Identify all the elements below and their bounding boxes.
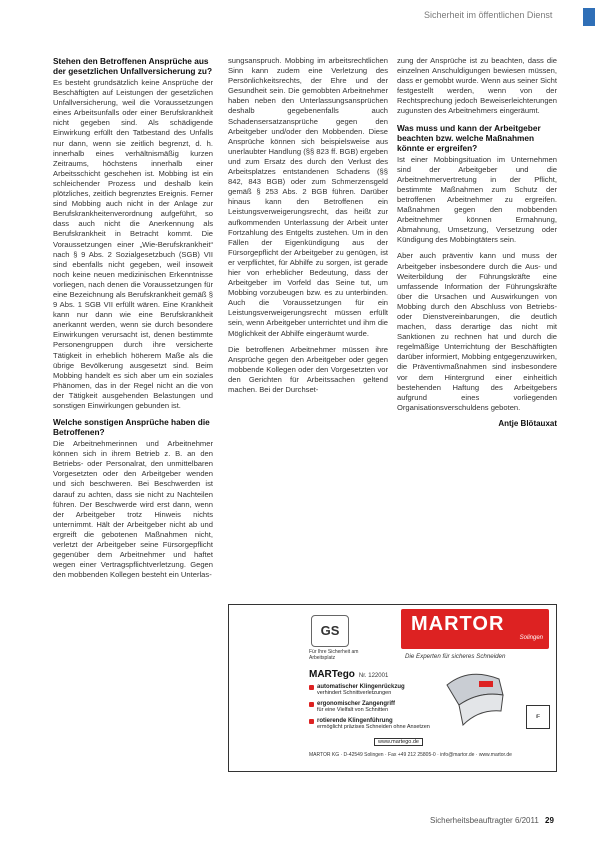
feature-item: rotierende Klingenführung ermöglicht präzises Schneiden ohne Ansetzen bbox=[309, 718, 439, 731]
ad-contact-line: MARTOR KG · D-42549 Solingen · Fax +49 212 25805-0 · info@martor.de · www.martor.de bbox=[309, 752, 512, 758]
paragraph: Ist einer Mobbingsituation im Unternehmen sind der Arbeitgeber und die Arbeitnehmervertretung in der Pflicht, bestimmte Maßnahmen zum Schutz der betroffenen Arbeitnehmer zu ergreifen. Maßnahmen gegen den mobbenden Arbeitnehmer können Ermahnung, Abmahnung, Umsetzung, Versetzung oder Kündigung des Mobbingtäters sein. bbox=[397, 154, 557, 245]
product-number: Nr. 122001 bbox=[358, 673, 389, 679]
page-footer bbox=[430, 816, 554, 825]
gs-logo: GS bbox=[311, 615, 349, 647]
heading-employer-measures: Was muss und kann der Arbeitgeber beachten bzw. welche Maßnahmen könnte er ergreifen? bbox=[397, 122, 541, 153]
heading-other-claims: Welche sonstigen Ansprüche haben die Betroffenen? bbox=[53, 417, 210, 438]
paragraph: Aber auch präventiv kann und muss der Arbeitgeber insbesondere durch die Aus- und Weiterbildung der Führungskräfte eine umfassende Information der Führungskräfte über die Ursachen und Auswirkungen von Mobbing durch den Abschluss von Betriebs- oder Dienstvereinbarungen, die deutlich machen, dass derartige das nicht mit Sanktionen zu rechnen hat und durch die regelmäßige Unterrichtung der Beschäftigten darüber informiert, Mobbing entgegenzuwirken, die Präventivmaßnahmen sind insbesondere vor dem Hintergrund einer einheitlich bestehenden Haftung des Arbeitgebers aufgrund eines vorliegenden Organisationsverschuldens geboten. bbox=[397, 251, 557, 412]
paragraph: sungsanspruch. Mobbing im arbeitsrechtlichen Sinn kann zudem eine Verletzung des Persönlichkeitsrechts, der Ehre und der Gesundheit sein. Die gemobbten Arbeitnehmer haben neben den Unterlassungsansprüchen deshalb gegebenenfalls auch Schadensersatzansprüche gegen den Arbeitgeber und/oder den Mobbenden. Diese Ansprüche können sich beispielsweise aus unerlaubter Handlung (§§ 823 ff. BGB) ergeben und zum Ersatz des durch den Verlust des Arbeitsplatzes entstandenen Schadens (§§ 842, 843 BGB) oder zum Schmerzensgeld gemäß § 253 Abs. 2 BGB führen. Darüber hinaus kann den Betroffenen ein Leistungsverweigerungsrecht, das heißt zur aufkommenden Unterlassung der Arbeit unter Fortzahlung des Entgelts zustehen. Um in den Fällen der Eigenkündigung aus der Fürsorgepflicht der Arbeitgeber zu genügen, ist er verpflichtet, für Abhilfe zu sorgen, ist gerade hier von erheblicher Bedeutung, dass der Arbeitgeber im Vorfeld das Seine tut, um Mobbing vorzubeugen bzw. es zu unterbinden. Auch die Voraussetzungen für ein Leistungsverweigerungsrecht müssen erfüllt sein, wenn Arbeitgeber unterrichtet und ihm die Möglichkeit der Abhilfe eingeräumt wurde. bbox=[228, 56, 388, 338]
bullet-icon bbox=[309, 719, 314, 724]
paragraph: zung der Ansprüche ist zu beachten, dass die einzelnen Anschuldigungen bewiesen müssen, dass er gemobbt wurde. Wenn aus seiner Sicht festgestellt werden, wenn von der Rechtsprechung jedoch Beweiserleichterungen zugunsten des Arbeitnehmers eingeräumt. bbox=[397, 56, 557, 116]
column-2 bbox=[228, 56, 388, 401]
if-award-badge: iF bbox=[526, 705, 550, 729]
journal-issue: Sicherheitsbeauftragter 6/2011 bbox=[430, 816, 539, 825]
feature-item: ergonomischer Zangengriff für eine Vielfalt von Schnitten bbox=[309, 701, 439, 714]
bullet-icon bbox=[309, 702, 314, 707]
advertisement[interactable] bbox=[228, 604, 557, 772]
website-link[interactable]: www.martego.de bbox=[374, 738, 423, 746]
brand-name: MARTOR bbox=[411, 613, 505, 635]
paragraph: Es besteht grundsätzlich keine Ansprüche der Beschäftigten auf Leistungen der gesetzlichen Unfallversicherung, weil die Voraussetzungen eines Arbeitsunfalls oder einer Berufskrankheit nicht gegeben sind. Als schädigende Einwirkung erfüllt den Tatbestand des Unfalls nur dann, wenn sie zeitlich begrenzt, d. h. innerhalb eines verhältnismäßig kurzen Zeitraums, höchstens innerhalb einer Arbeitsschicht geschehen ist. Mobbing ist ein schleichender Prozess und deshalb kein plötzliches, zeitlich begrenztes Ereignis. Ferner sind Mobbing auch nicht in der Anlage zur Berufskrankheitenverordnung aufgeführt, so dass auch nicht die Anerkennung als Berufskrankheit in Betracht kommt. Die Voraussetzungen einer „Wie-Berufskrankheit“ nach § 9 Abs. 2 Sozialgesetzbuch (SGB) VII sind ebenfalls nicht gegeben, weil insoweit noch keine neuen medizinischen Erkenntnisse vorliegen, nach denen die Voraussetzungen für eine Bezeichnung als Berufskrankheit gemäß § 9 Abs. 1 SGB VII erfüllt wären. Eine Krankheit kann nur dann wie eine Berufskrankheit anerkannt werden, wenn sie durch besondere Einwirkungen verursacht ist, denen bestimmte Personengruppen durch ihre versicherte Tätigkeit in erheblich höherem Maße als die übrige Bevölkerung ausgesetzt sind. Beim Mobbing handelt es sich aber um ein soziales Phänomen, das in der Regel nicht an die von der Tätigkeit ausgehenden Belastungen und sonstigen Einwirkungen gebunden ist. bbox=[53, 78, 213, 410]
bullet-icon bbox=[309, 685, 314, 690]
product-info bbox=[309, 669, 439, 730]
column-3 bbox=[397, 56, 557, 429]
paragraph: Die Arbeitnehmerinnen und Arbeitnehmer können sich in ihrem Betrieb z. B. an den Betriebs- oder Personalrat, den unmittelbaren Vorgesetzten oder den Arbeitgeber wenden und sich beschweren. Bei Beschwerden ist darauf zu achten, dass sie nicht zu Nachteilen führen. Der Beschwerde wird erst dann, wenn der Arbeitgeber trotz Hinweis nichts unternimmt. Hält der Arbeitgeber nicht ab und ergreift die gebotenen Maßnahmen nicht, verletzt der Arbeitgeber seine Fürsorgepflicht gegenüber dem Arbeitnehmer und haftet wegen einer Vertragspflichtverletzung. Gegen den mobbenden Kollegen besteht ein Unterlas- bbox=[53, 439, 213, 580]
product-title bbox=[309, 669, 439, 680]
author: Antje Blötauxat bbox=[498, 418, 557, 428]
brand-tagline: Die Experten für sicheres Schneiden bbox=[405, 653, 506, 660]
brand-city: Solingen bbox=[519, 635, 543, 641]
page-number: 29 bbox=[545, 816, 554, 825]
section-title: Sicherheit im öffentlichen Dienst bbox=[424, 10, 553, 20]
heading-accident-insurance: Stehen den Betroffenen Ansprüche aus der gesetzlichen Unfallversicherung zu? bbox=[53, 56, 213, 76]
feature-item: automatischer Klingenrückzug verhindert Schnittverletzungen bbox=[309, 684, 439, 697]
cutter-product-image bbox=[439, 665, 509, 745]
paragraph: Die betroffenen Arbeitnehmer müssen ihre Ansprüche gegen den Arbeitgeber oder gegen mobbende Kollegen oder den Vorgesetzten vor den Gerichten für Arbeitssachen geltend machen. Bei der Durchset- bbox=[228, 344, 388, 394]
gs-certification bbox=[309, 615, 381, 665]
gs-caption: Für Ihre Sicherheit am Arbeitsplatz bbox=[309, 649, 359, 661]
product-name: MARTego bbox=[309, 669, 355, 680]
section-color-bar bbox=[583, 8, 595, 26]
martor-logo bbox=[401, 609, 549, 649]
column-1 bbox=[53, 56, 213, 586]
section-header bbox=[420, 8, 595, 26]
